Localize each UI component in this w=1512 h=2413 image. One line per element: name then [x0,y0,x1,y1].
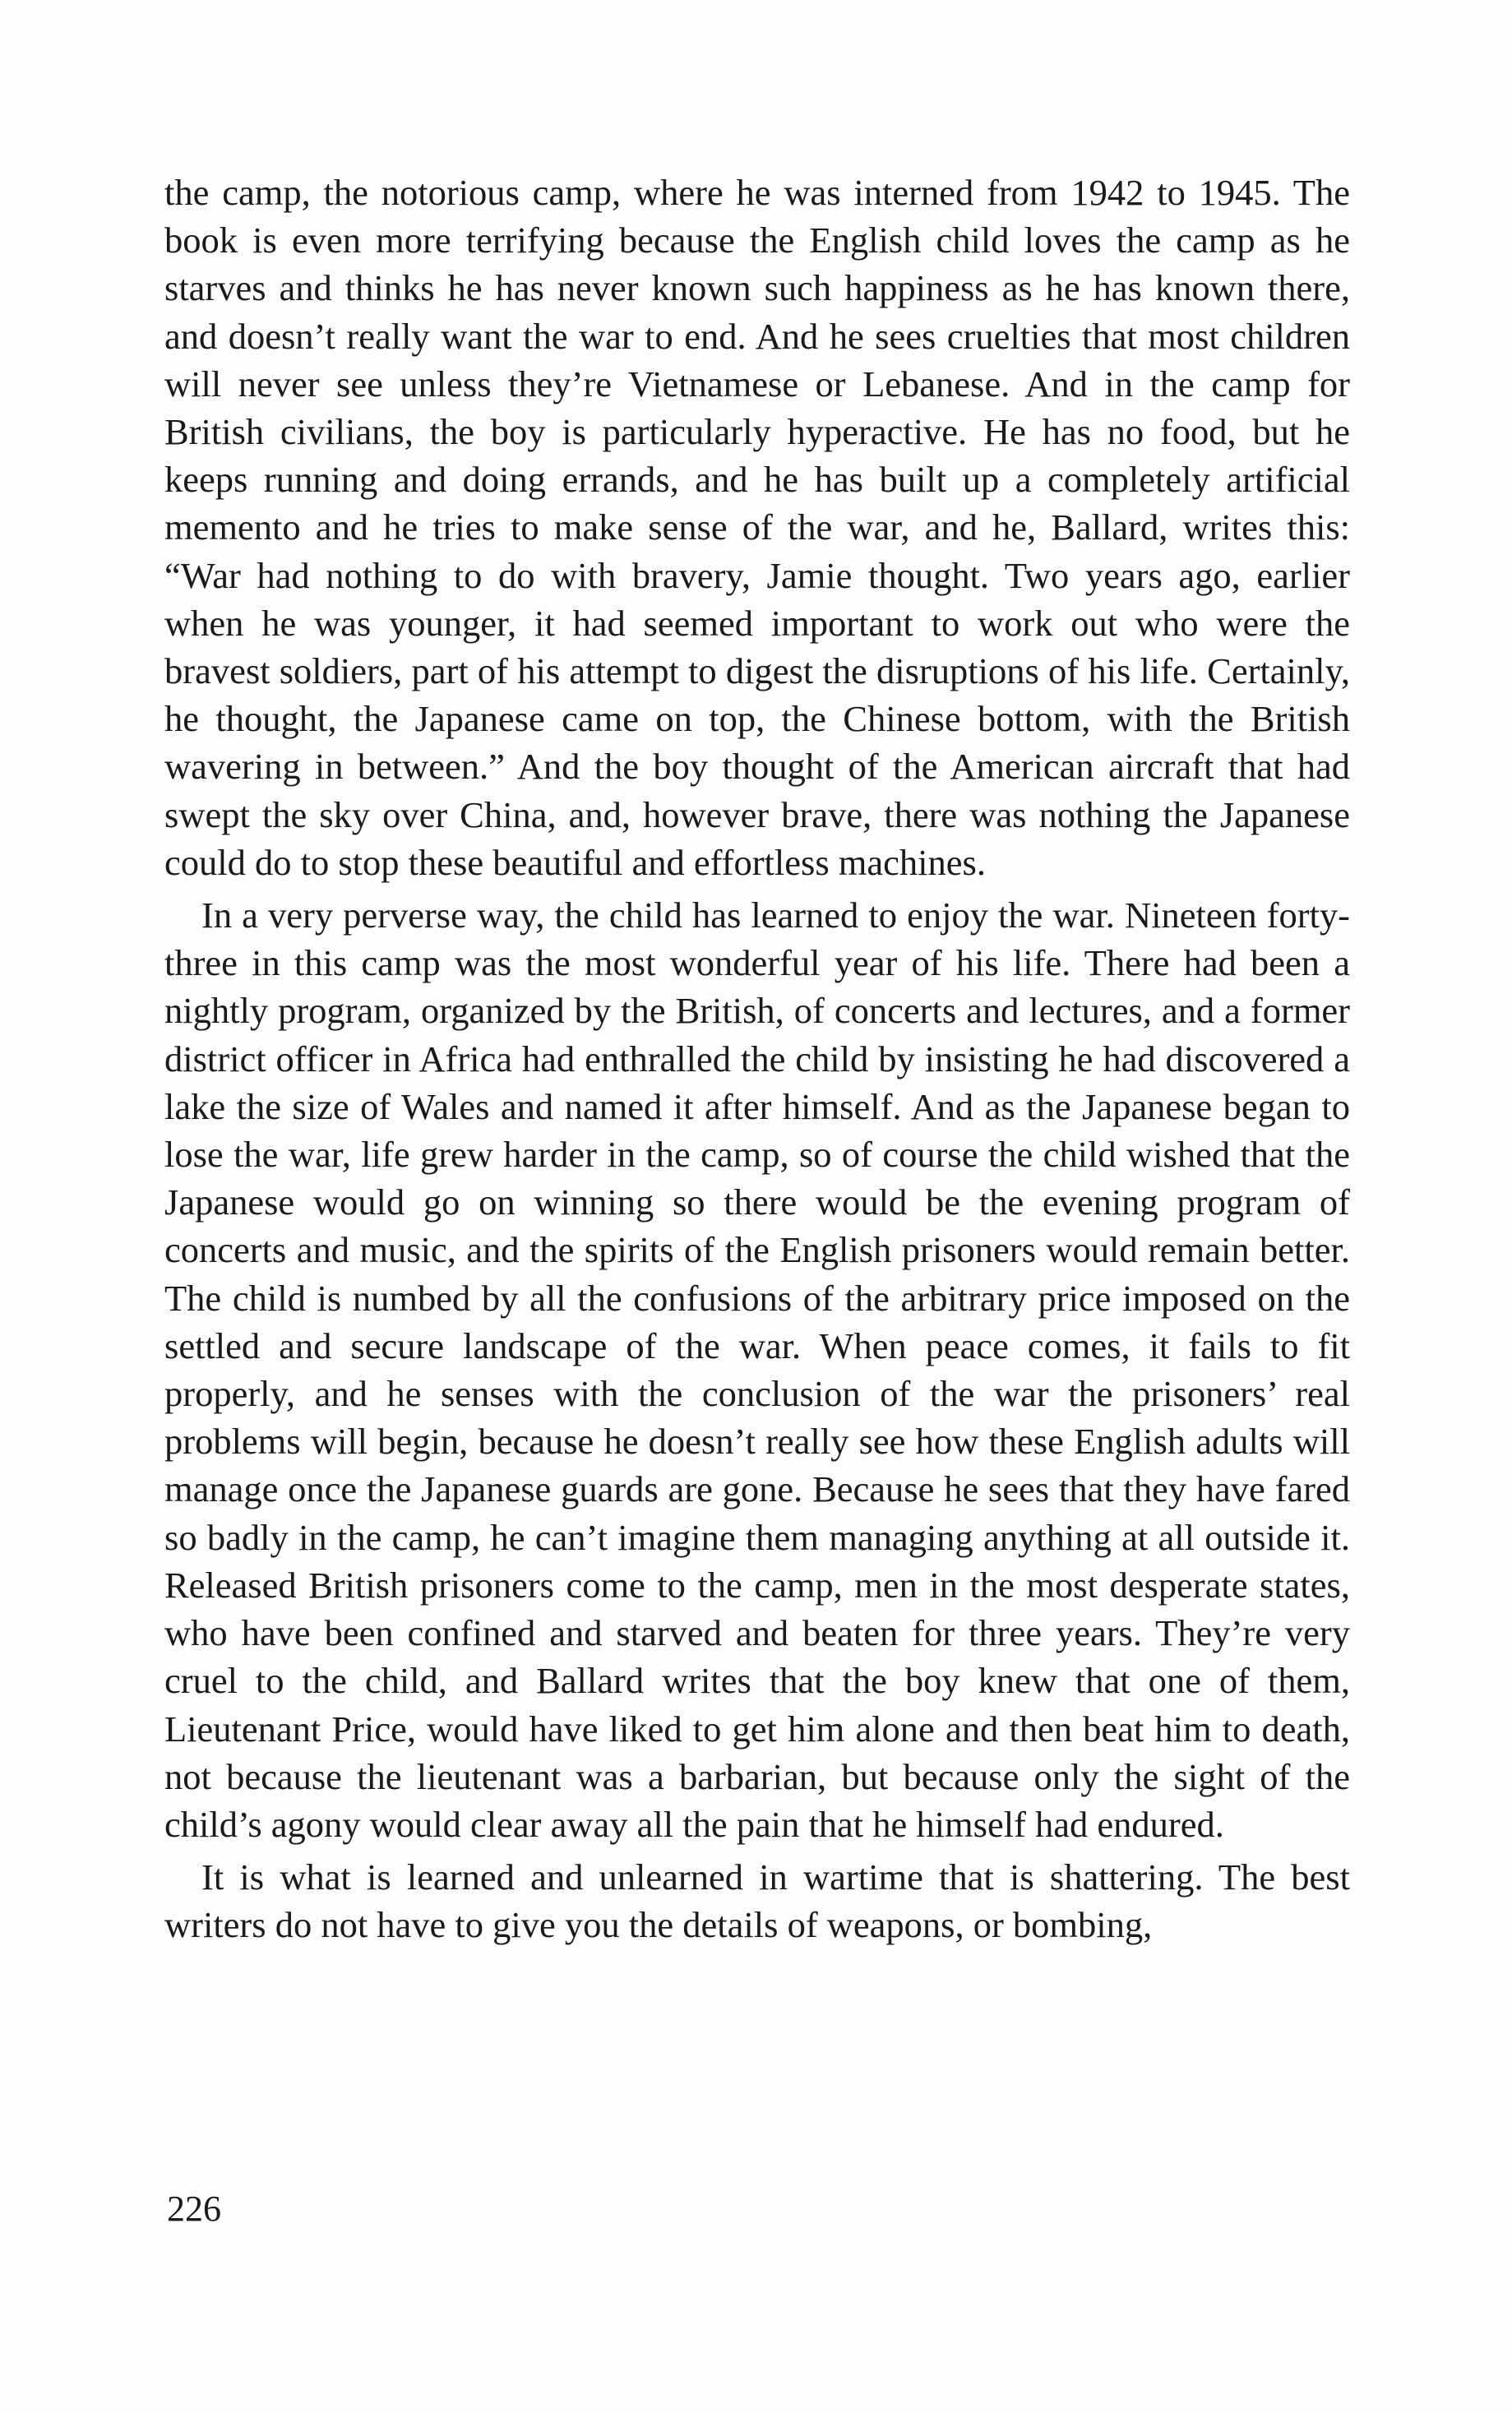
page-number: 226 [167,2189,221,2229]
body-text [164,169,1350,1949]
paragraph-3: It is what is learned and unlearned in wartime that is shattering. The best writers do not have to give you the details of weapons, or bombing, [164,1856,1350,1946]
paragraph-2: In a very perverse way, the child has learned to enjoy the war. Nineteen forty-three in this camp was the most wonderful year of his life. There had been a nightly program, organized by the British, of concerts and lectures, and a former district officer in Africa had enthralled the child by insisting he had discovered a lake the size of Wales and named it after himself. And as the Japanese began to lose the war, life grew harder in the camp, so of course the child wished that the Japanese would go on winning so there would be the evening program of concerts and music, and the spirits of the English prisoners would remain better. The child is numbed by all the confusions of the arbitrary price imposed on the settled and secure landscape of the war. When peace comes, it fails to fit properly, and he senses with the conclusion of the war the prisoners’ real problems will begin, because he doesn’t really see how these English adults will manage once the Japanese guards are gone. Because he sees that they have fared so badly in the camp, he can’t imagine them managing anything at all outside it. Released British prisoners come to the camp, men in the most desperate states, who have been confined and starved and beaten for three years. They’re very cruel to the child, and Ballard writes that the boy knew that one of them, Lieutenant Price, would have liked to get him alone and then beat him to death, not because the lieutenant was a barbarian, but because only the sight of the child’s agony would clear away all the pain that he himself had endured. [164,894,1350,1845]
paragraph-1: the camp, the notorious camp, where he was interned from 1942 to 1945. The book is even more terrifying because the English child loves the camp as he starves and thinks he has never known such happiness as he has known there, and doesn’t really want the war to end. And he sees cruelties that most children will never see unless they’re Vietnamese or Lebanese. And in the camp for British civilians, the boy is particularly hyperactive. He has no food, but he keeps running and doing errands, and he has built up a completely artificial memento and he tries to make sense of the war, and he, Ballard, writes this: “War had nothing to do with bravery, Jamie thought. Two years ago, earlier when he was younger, it had seemed important to work out who were the bravest soldiers, part of his attempt to digest the disruptions of his life. Certainly, he thought, the Japanese came on top, the Chinese bottom, with the British wavering in between.” And the boy thought of the American aircraft that had swept the sky over China, and, however brave, there was nothing the Japanese could do to stop these beautiful and effortless machines. [164,172,1350,883]
